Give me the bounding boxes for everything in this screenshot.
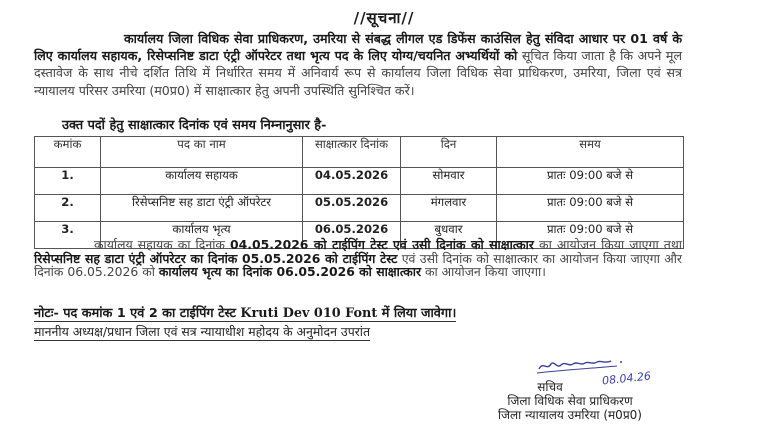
note-font-name: Kruti Dev 010 Font xyxy=(240,306,378,321)
note-suffix: में लिया जावेगा। xyxy=(377,306,457,321)
details-text: का आयोजन किया जाएगा। xyxy=(424,264,546,280)
details-bold-text: कार्यालय भृत्य का दिनांक 06.05.2026 को साक्षात्कार xyxy=(158,264,422,280)
intro-paragraph xyxy=(34,30,682,99)
cell-time: प्रातः 09:00 बजे से xyxy=(497,168,684,195)
table-header-row xyxy=(35,137,684,168)
table-row xyxy=(35,195,684,222)
notice-title: //सूचना// xyxy=(353,9,415,27)
header-time: समय xyxy=(497,137,684,168)
intro-regular-text: सूचित किया जाता है कि अपने मूल दस्तावेज के साथ नीचे दर्शित तिथि में निर्धारित समय में अनिवार्य रूप से कार्यालय जिला विधिक सेवा प्राधिकरण, उमरिया, जिला एवं सत्र न्यायालय परिसर उमरिया (म0प्र0) में साक्षात्कार हेतु अपनी उपस्थिति सुनिश्चित करें। xyxy=(34,48,682,98)
cell-serial: 3. xyxy=(35,222,101,249)
header-day: दिन xyxy=(401,137,497,168)
details-paragraph xyxy=(34,238,682,279)
cell-post: कार्यालय सहायक xyxy=(101,168,303,195)
cell-date: 06.05.2026 xyxy=(303,222,401,249)
header-interview-date: साक्षात्कार दिनांक xyxy=(303,137,401,168)
header-post-name: पद का नाम xyxy=(101,137,303,168)
typing-test-note xyxy=(34,303,456,322)
details-text: कार्यालय सहायक का दिनांक xyxy=(94,237,225,252)
intro-bold-text: कार्यालय जिला विधिक सेवा प्राधिकरण, उमरिया से संबद्ध लीगल एड डिफेंस काउंसिल हेतु संविदा आधार पर 01 वर्ष के लिए कार्यालय सहायक, रिसेप्सनिष्ट डाटा एंट्री ऑपरेटर तथा भृत्य पद के लिए योग्य/चयनित अभ्यर्थियों को xyxy=(34,31,682,64)
cell-day: बुधवार xyxy=(401,222,497,249)
cell-day: सोमवार xyxy=(401,168,497,195)
details-text: का आयोजन किया जाएगा तथा xyxy=(539,237,682,252)
cell-serial: 1. xyxy=(35,168,101,195)
details-bold-text: 04.05.2026 को टाईपिंग टेस्ट एवं उसी दिनांक को साक्षात्कार xyxy=(230,237,534,252)
cell-post: कार्यालय भृत्य xyxy=(101,222,303,249)
signature-icon xyxy=(535,355,625,375)
table-row xyxy=(35,168,684,195)
approval-line: माननीय अध्यक्ष/प्रधान जिला एवं सत्र न्यायाधीश महोदय के अनुमोदन उपरांत xyxy=(34,324,371,339)
cell-time: प्रातः 09:00 बजे से xyxy=(497,222,684,249)
note-prefix: नोटः- पद कमांक 1 एवं 2 का टाईपिंग टेस्ट xyxy=(34,306,241,321)
cell-day: मंगलवार xyxy=(401,195,497,222)
signatory-designation: सचिव xyxy=(537,380,563,394)
cell-date: 05.05.2026 xyxy=(303,195,401,222)
details-bold-text: रिसेप्सनिष्ट सह डाटा एंट्री ऑपरेटर का दिनांक 05.05.2026 को टाईपिंग टेस्ट xyxy=(34,250,398,266)
signatory-office: जिला विधिक सेवा प्राधिकरण xyxy=(507,394,633,408)
cell-time: प्रातः 09:00 बजे से xyxy=(497,195,684,222)
header-serial: कमांक xyxy=(35,137,101,168)
interview-schedule-table xyxy=(34,136,684,249)
handwritten-date: 08.04.26 xyxy=(601,369,652,388)
cell-post: रिसेप्सनिष्ट सह डाटा एंट्री ऑपरेटर xyxy=(101,195,303,222)
cell-date: 04.05.2026 xyxy=(303,168,401,195)
signatory-address: जिला न्यायालय उमरिया (म0प्र0) xyxy=(498,408,642,422)
signatory-block xyxy=(470,380,670,422)
schedule-lead-line: उक्त पदों हेतु साक्षात्कार दिनांक एवं समय निम्नानुसार है- xyxy=(62,118,327,133)
cell-serial: 2. xyxy=(35,195,101,222)
details-text: एवं उसी दिनांक को साक्षात्कार का आयोजन किया जाएगा और दिनांक 06.05.2026 को xyxy=(34,250,682,280)
